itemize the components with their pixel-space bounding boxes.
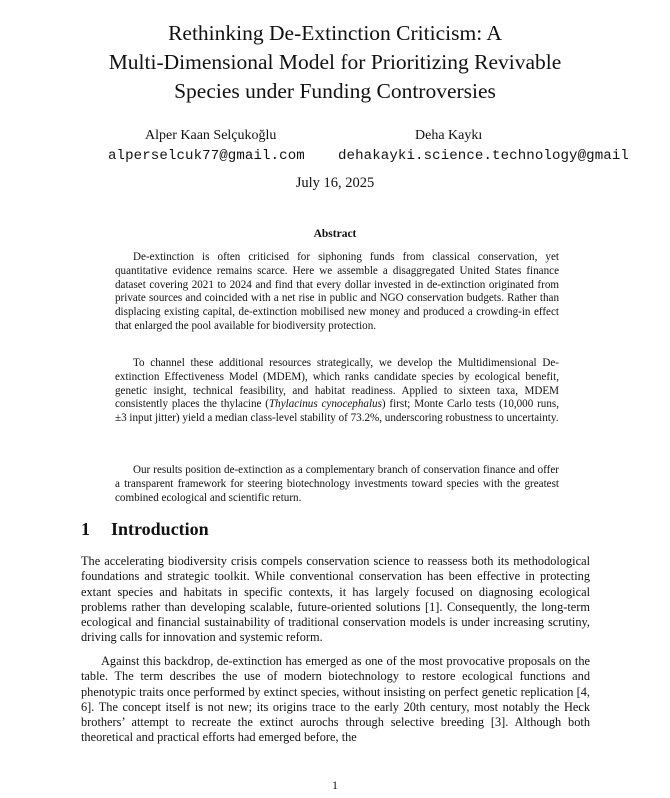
body-paragraph: Against this backdrop, de-extinction has emerged as one of the most provocative proposals on the table. The term describes the use of modern biotechnology to restore ecological functions and phenotypic traits once performed by extinct species, without insisting on perfect genetic replication [4, 6]. The concept itself is not new; its origins trace to the early 20th century, most notably the Heck brothers’ attempt to recreate the extinct aurochs through selective breeding [3]. Although both theoretical and practical efforts had emerged before, the — [81, 654, 590, 745]
abstract-text: To channel these additional resources strategically, we develop the Multidimensional De-extinction Effectiveness Model (MDEM), which ranks candidate species by ecological benefit, genetic insight, technical feasibility, and habitat readiness. Applied to sixteen taxa, MDEM consistently places the thylacine ( — [115, 357, 559, 411]
author-email-2[interactable]: dehakayki.science.technology@gmail — [338, 148, 629, 164]
section-number: 1 — [81, 519, 90, 539]
section-heading — [81, 518, 209, 540]
abstract-text: ) first; Monte Carlo tests (10,000 runs, ±3 input jitter) yield a median class-level stability of 73.2%, underscoring robustness to uncertainty. — [115, 398, 559, 425]
abstract-paragraph: Our results position de-extinction as a complementary branch of conservation finance and offer a transparent framework for steering biotechnology investments toward species with the greatest combined ecological and scientific return. — [115, 464, 559, 504]
paper-date: July 16, 2025 — [295, 175, 375, 191]
title-line: Multi-Dimensional Model for Prioritizing Revivable — [108, 50, 562, 74]
author-name-1: Alper Kaan Selçukoğlu — [145, 128, 277, 143]
abstract-paragraph — [115, 357, 559, 426]
section-title: Introduction — [111, 519, 209, 539]
title-line: Species under Funding Controversies — [174, 79, 496, 103]
paper-title — [60, 19, 610, 106]
page-number: 1 — [332, 778, 338, 792]
author-email-1[interactable]: alperselcuk77@gmail.com — [108, 148, 305, 164]
species-name: Thylacinus cynocephalus — [268, 398, 382, 411]
abstract-paragraph: De-extinction is often criticised for siphoning funds from classical conservation, yet quantitative evidence remains scarce. Here we assemble a disaggregated United States finance dataset covering 2021 to 2024 and find that every dollar invested in de-extinction originated from private sources and coincided with a net rise in public and NGO conservation budgets. Rather than displacing existing capital, de-extinction mobilised new money and produced a crowding-in effect that enlarged the pool available for biodiversity protection. — [115, 251, 559, 332]
abstract-heading: Abstract — [313, 228, 357, 240]
body-paragraph: The accelerating biodiversity crisis compels conservation science to reassess both its methodological foundations and strategic toolkit. While conventional conservation has been effective in protecting extant species and habitats in specific contexts, it has largely focused on diagnosing ecological problems rather than developing scalable, future-oriented solutions [1]. Consequently, the long-term ecological and financial sustainability of traditional conservation models is under increasing scrutiny, driving calls for innovation and systemic reform. — [81, 554, 590, 645]
title-line: Rethinking De-Extinction Criticism: A — [168, 21, 502, 45]
author-name-2: Deha Kaykı — [415, 128, 483, 143]
